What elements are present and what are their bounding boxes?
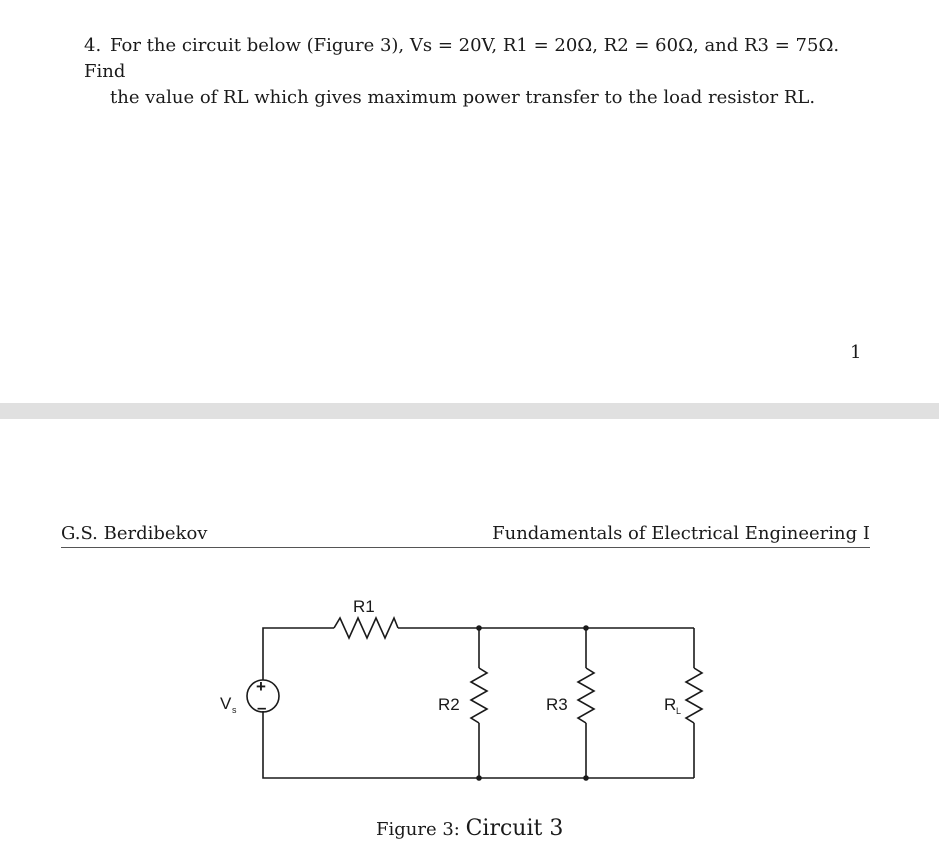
problem-line-1	[84, 33, 884, 85]
caption-title: Circuit 3	[465, 816, 564, 841]
resistor-rl	[686, 668, 702, 723]
label-r3: R3	[546, 695, 568, 714]
resistor-r2	[471, 668, 487, 723]
header-author: G.S. Berdibekov	[61, 523, 208, 544]
header-rule	[61, 547, 870, 548]
caption-prefix: Figure 3:	[376, 819, 460, 840]
page-separator	[0, 403, 939, 419]
wire-top-left	[263, 628, 334, 680]
minus-sign: –	[257, 698, 267, 717]
label-r2: R2	[438, 695, 460, 714]
problem-statement	[84, 33, 884, 111]
previous-page-bottom	[0, 0, 939, 403]
junction-dot	[583, 625, 589, 631]
plus-sign: +	[256, 677, 266, 696]
problem-number: 4.	[84, 35, 102, 56]
header-course: Fundamentals of Electrical Engineering I	[492, 523, 870, 544]
figure-caption	[376, 816, 563, 841]
label-vs: V	[220, 694, 232, 713]
label-r1: R1	[353, 597, 375, 616]
label-vs-subscript: s	[232, 705, 237, 715]
problem-text-line-1: For the circuit below (Figure 3), Vs = 20V, R1 = 20Ω, R2 = 60Ω, and R3 = 75Ω. Find	[84, 35, 840, 82]
page-number: 1	[850, 342, 862, 363]
junction-dot	[583, 775, 589, 781]
junction-dot	[476, 625, 482, 631]
resistor-r1	[334, 618, 398, 638]
label-rl: R	[664, 695, 677, 714]
label-rl-subscript: L	[676, 706, 682, 716]
problem-text-line-2: the value of RL which gives maximum power transfer to the load resistor RL.	[110, 87, 816, 108]
circuit-diagram	[0, 570, 939, 815]
junction-dot	[476, 775, 482, 781]
resistor-r3	[578, 668, 594, 723]
